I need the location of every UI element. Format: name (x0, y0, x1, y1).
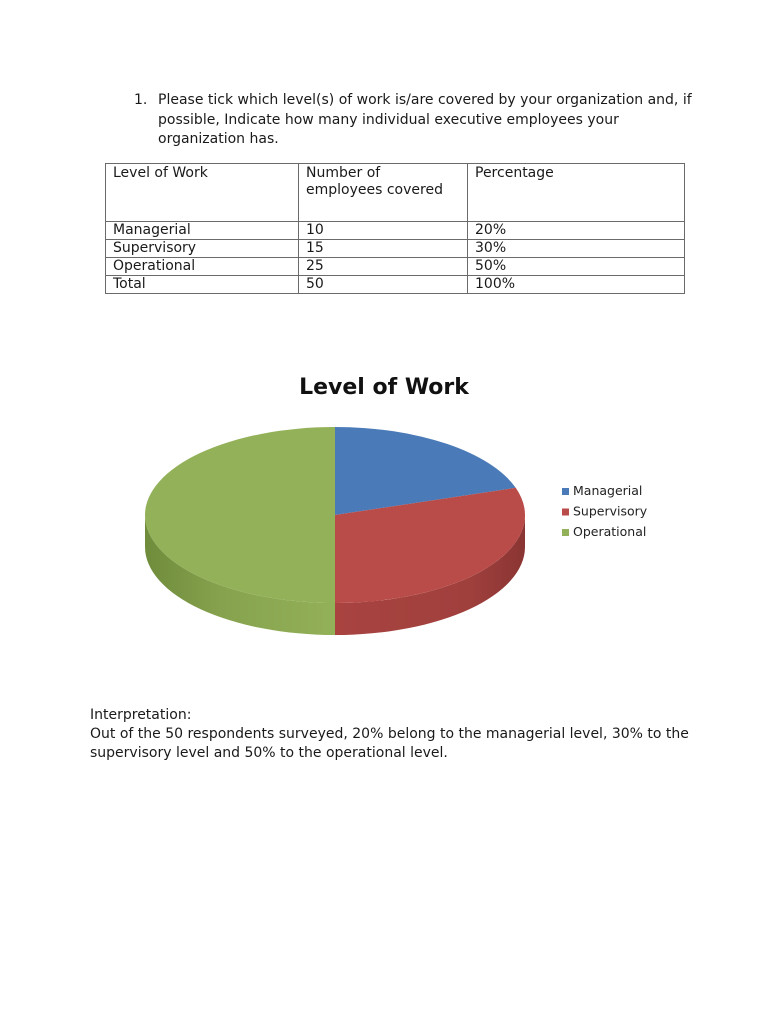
cell-level: Operational (106, 258, 299, 276)
question-text: Please tick which level(s) of work is/are covered by your organization and, if possible, Indicate how many individual executive employees your organization has. (158, 92, 692, 147)
interpretation (90, 706, 690, 763)
header-percentage: Percentage (468, 164, 685, 222)
pie-slices (145, 427, 525, 603)
header-level-of-work: Level of Work (106, 164, 299, 222)
legend-swatch-supervisory (562, 509, 569, 516)
cell-percentage: 30% (468, 240, 685, 258)
cell-level: Total (106, 276, 299, 294)
cell-count: 15 (299, 240, 468, 258)
cell-count: 25 (299, 258, 468, 276)
cell-level: Managerial (106, 222, 299, 240)
pie-chart-svg (0, 360, 768, 680)
legend-label-operational: Operational (573, 524, 647, 539)
cell-count: 50 (299, 276, 468, 294)
legend-swatch-managerial (562, 488, 569, 495)
table-row (106, 222, 685, 240)
chart-legend (562, 483, 648, 539)
cell-percentage: 100% (468, 276, 685, 294)
table-header-row (106, 164, 685, 222)
cell-count: 10 (299, 222, 468, 240)
cell-percentage: 20% (468, 222, 685, 240)
legend-swatch-operational (562, 529, 569, 536)
legend-label-supervisory: Supervisory (573, 503, 648, 519)
question-number: 1. (134, 92, 148, 108)
level-of-work-table (105, 163, 685, 294)
interpretation-text: Out of the 50 respondents surveyed, 20% belong to the managerial level, 30% to the supervisory level and 50% to the operational level. (90, 726, 689, 761)
chart-title: Level of Work (299, 375, 469, 400)
pie-chart (0, 360, 768, 680)
table-row (106, 258, 685, 276)
table-row (106, 240, 685, 258)
legend-label-managerial: Managerial (573, 483, 643, 498)
cell-level: Supervisory (106, 240, 299, 258)
table-row-total (106, 276, 685, 294)
cell-percentage: 50% (468, 258, 685, 276)
interpretation-heading: Interpretation: (90, 707, 192, 723)
header-number-of-employees: Number of employees covered (299, 164, 468, 222)
question (134, 91, 694, 150)
